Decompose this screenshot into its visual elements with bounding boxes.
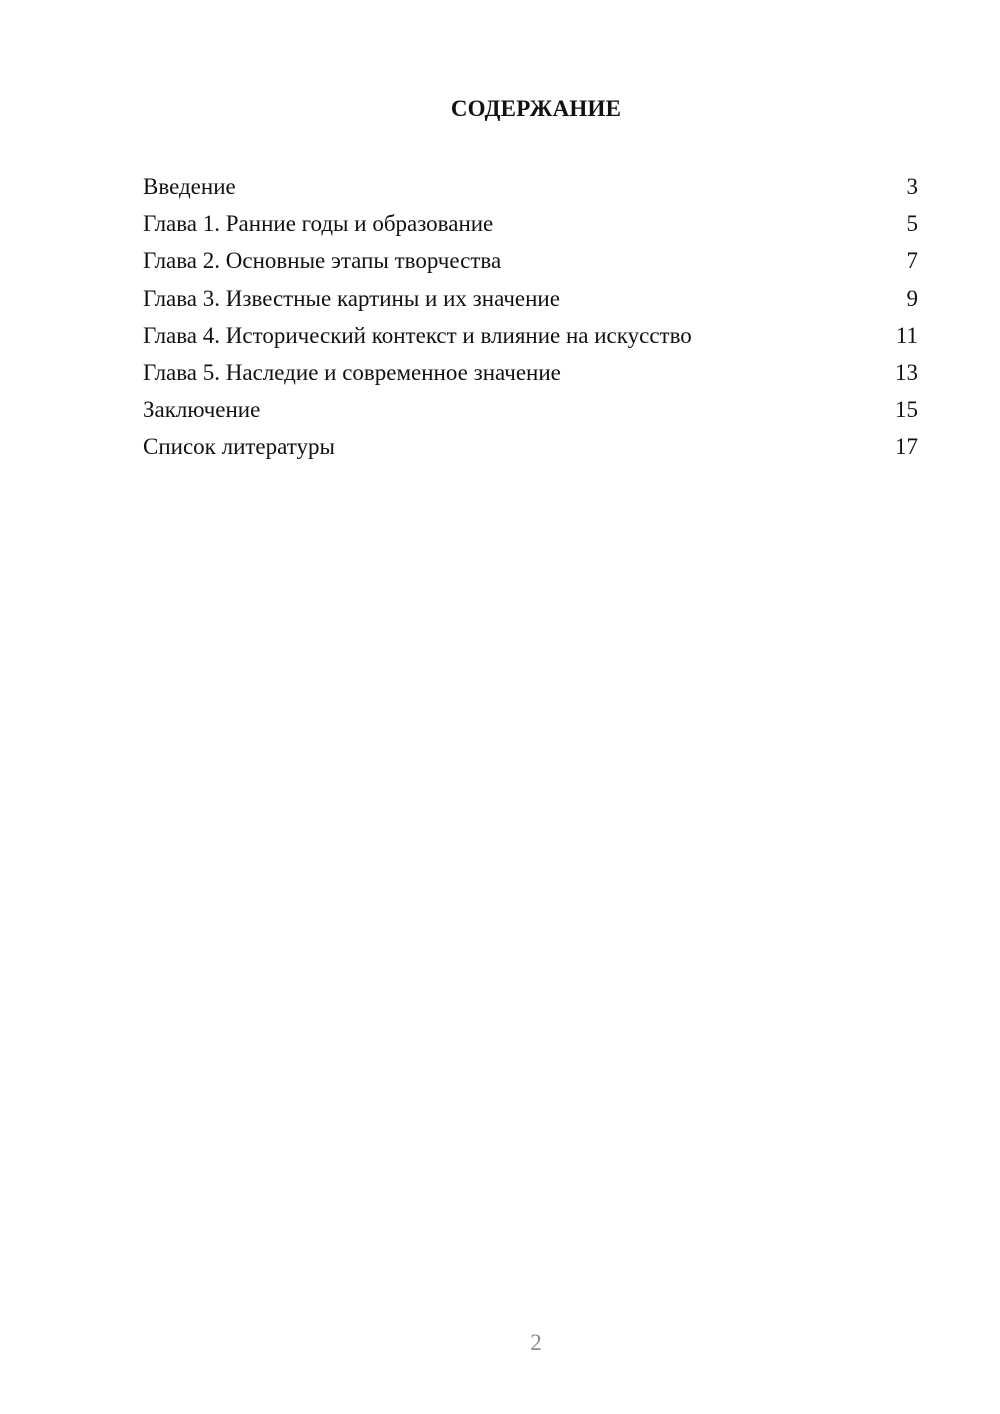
toc-entry-label: Глава 4. Исторический контекст и влияние на искусство bbox=[143, 322, 692, 348]
toc-entry bbox=[143, 168, 918, 205]
toc-entry-page: 3 bbox=[906, 174, 918, 199]
page-number: 2 bbox=[530, 1330, 542, 1355]
table-of-contents bbox=[143, 168, 918, 466]
toc-entry-label: Глава 2. Основные этапы творчества bbox=[143, 248, 502, 274]
toc-entry bbox=[143, 205, 918, 242]
toc-entry-page: 7 bbox=[906, 248, 918, 274]
toc-entry-label: Введение bbox=[143, 174, 236, 199]
toc-entry-page: 13 bbox=[895, 359, 918, 385]
toc-entry bbox=[143, 391, 918, 428]
toc-entry bbox=[143, 317, 918, 354]
toc-entry-label: Заключение bbox=[143, 397, 261, 423]
toc-entry-page: 5 bbox=[906, 211, 918, 237]
toc-entry-page: 15 bbox=[895, 397, 918, 423]
toc-entry-label: Глава 3. Известные картины и их значение bbox=[143, 285, 560, 311]
toc-entry bbox=[143, 242, 918, 279]
toc-entry bbox=[143, 280, 918, 317]
toc-entry-label: Список литературы bbox=[143, 434, 335, 460]
toc-entry-label: Глава 5. Наследие и современное значение bbox=[143, 359, 561, 385]
toc-entry-page: 9 bbox=[906, 285, 918, 311]
toc-entry-page: 11 bbox=[895, 322, 918, 348]
toc-entry bbox=[143, 354, 918, 391]
toc-entry bbox=[143, 428, 918, 465]
toc-entry-page: 17 bbox=[895, 434, 918, 460]
toc-entry-label: Глава 1. Ранние годы и образование bbox=[143, 211, 494, 237]
page-title: СОДЕРЖАНИЕ bbox=[450, 96, 622, 121]
